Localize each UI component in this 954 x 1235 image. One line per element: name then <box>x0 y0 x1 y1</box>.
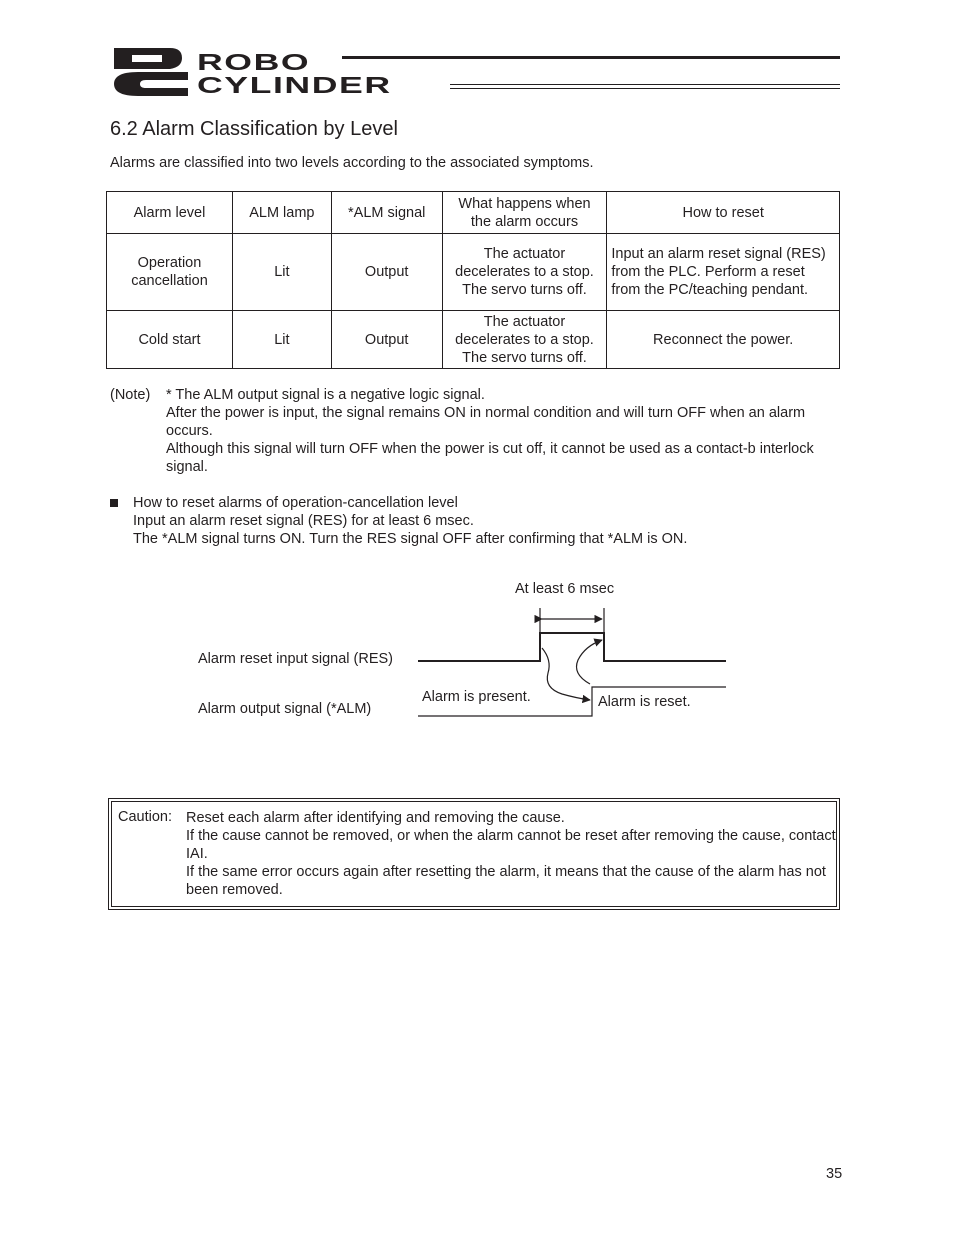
res-waveform <box>418 633 726 661</box>
caution-line: If the same error occurs again after resetting the alarm, it means that the cause of the alarm has not been removed. <box>186 864 826 898</box>
caution-label: Caution: <box>118 809 173 825</box>
logo-text-cylinder: CYLINDER <box>197 72 392 98</box>
caution-body <box>186 809 836 899</box>
page-number: 35 <box>826 1166 843 1182</box>
header-rule-top <box>342 56 840 59</box>
caution-line: If the cause cannot be removed, or when the alarm cannot be reset after removing the cause, contact IAI. <box>186 828 836 862</box>
header-what-happens: What happens when the alarm occurs <box>442 192 607 234</box>
table-header-row <box>107 192 840 234</box>
caution-line: Reset each alarm after identifying and removing the cause. <box>186 810 565 826</box>
note-body <box>166 386 826 476</box>
reset-procedure-text <box>133 494 833 548</box>
timing-diagram <box>190 578 750 728</box>
cell-signal: Output <box>331 311 442 369</box>
alarm-reset-label: Alarm is reset. <box>598 694 691 710</box>
cell-reset: Reconnect the power. <box>607 311 840 369</box>
cell-lamp: Lit <box>232 311 331 369</box>
reset-procedure-line: Input an alarm reset signal (RES) for at least 6 msec. <box>133 513 474 529</box>
note-label: (Note) <box>110 387 151 403</box>
header-alm-lamp: ALM lamp <box>232 192 331 234</box>
caution-box <box>108 798 840 910</box>
reset-procedure-title: How to reset alarms of operation-cancellation level <box>133 495 458 511</box>
note-line: After the power is input, the signal remains ON in normal condition and will turn OFF when an alarm occurs. <box>166 405 806 439</box>
table-row <box>107 234 840 311</box>
header-alm-signal: *ALM signal <box>331 192 442 234</box>
note-line: Although this signal will turn OFF when the power is cut off, it cannot be used as a contact-b interlock signal. <box>166 441 814 475</box>
cell-level: Cold start <box>107 311 233 369</box>
alarm-level-table <box>106 191 840 369</box>
header-rule-bottom-1 <box>450 84 840 85</box>
logo-text-robo: ROBO <box>197 49 311 75</box>
alm-to-res-off-arrow <box>577 640 603 684</box>
cell-reset: Input an alarm reset signal (RES) from the PLC. Perform a reset from the PC/teaching pendant. <box>607 234 840 311</box>
rc-logo-icon <box>112 46 188 96</box>
cell-lamp: Lit <box>232 234 331 311</box>
cell-what: The actuator decelerates to a stop. The servo turns off. <box>442 234 607 311</box>
section-title: 6.2 Alarm Classification by Level <box>110 118 398 140</box>
header-how-to-reset: How to reset <box>607 192 840 234</box>
note-line: * The ALM output signal is a negative logic signal. <box>166 387 485 403</box>
alm-signal-label: Alarm output signal (*ALM) <box>198 701 372 717</box>
header-rule-bottom-2 <box>450 88 840 89</box>
section-intro: Alarms are classified into two levels according to the associated symptoms. <box>110 155 594 171</box>
cell-level: Operation cancellation <box>107 234 233 311</box>
reset-procedure-line: The *ALM signal turns ON. Turn the RES signal OFF after confirming that *ALM is ON. <box>133 531 688 547</box>
duration-label: At least 6 msec <box>515 581 615 597</box>
robo-cylinder-logo <box>112 46 840 98</box>
alarm-present-label: Alarm is present. <box>422 689 531 705</box>
table-row <box>107 311 840 369</box>
header-alarm-level: Alarm level <box>107 192 233 234</box>
cell-what: The actuator decelerates to a stop. The servo turns off. <box>442 311 607 369</box>
cell-signal: Output <box>331 234 442 311</box>
square-bullet-icon <box>110 499 118 507</box>
res-on-to-alm-arrow <box>542 648 590 700</box>
res-signal-label: Alarm reset input signal (RES) <box>198 651 394 667</box>
